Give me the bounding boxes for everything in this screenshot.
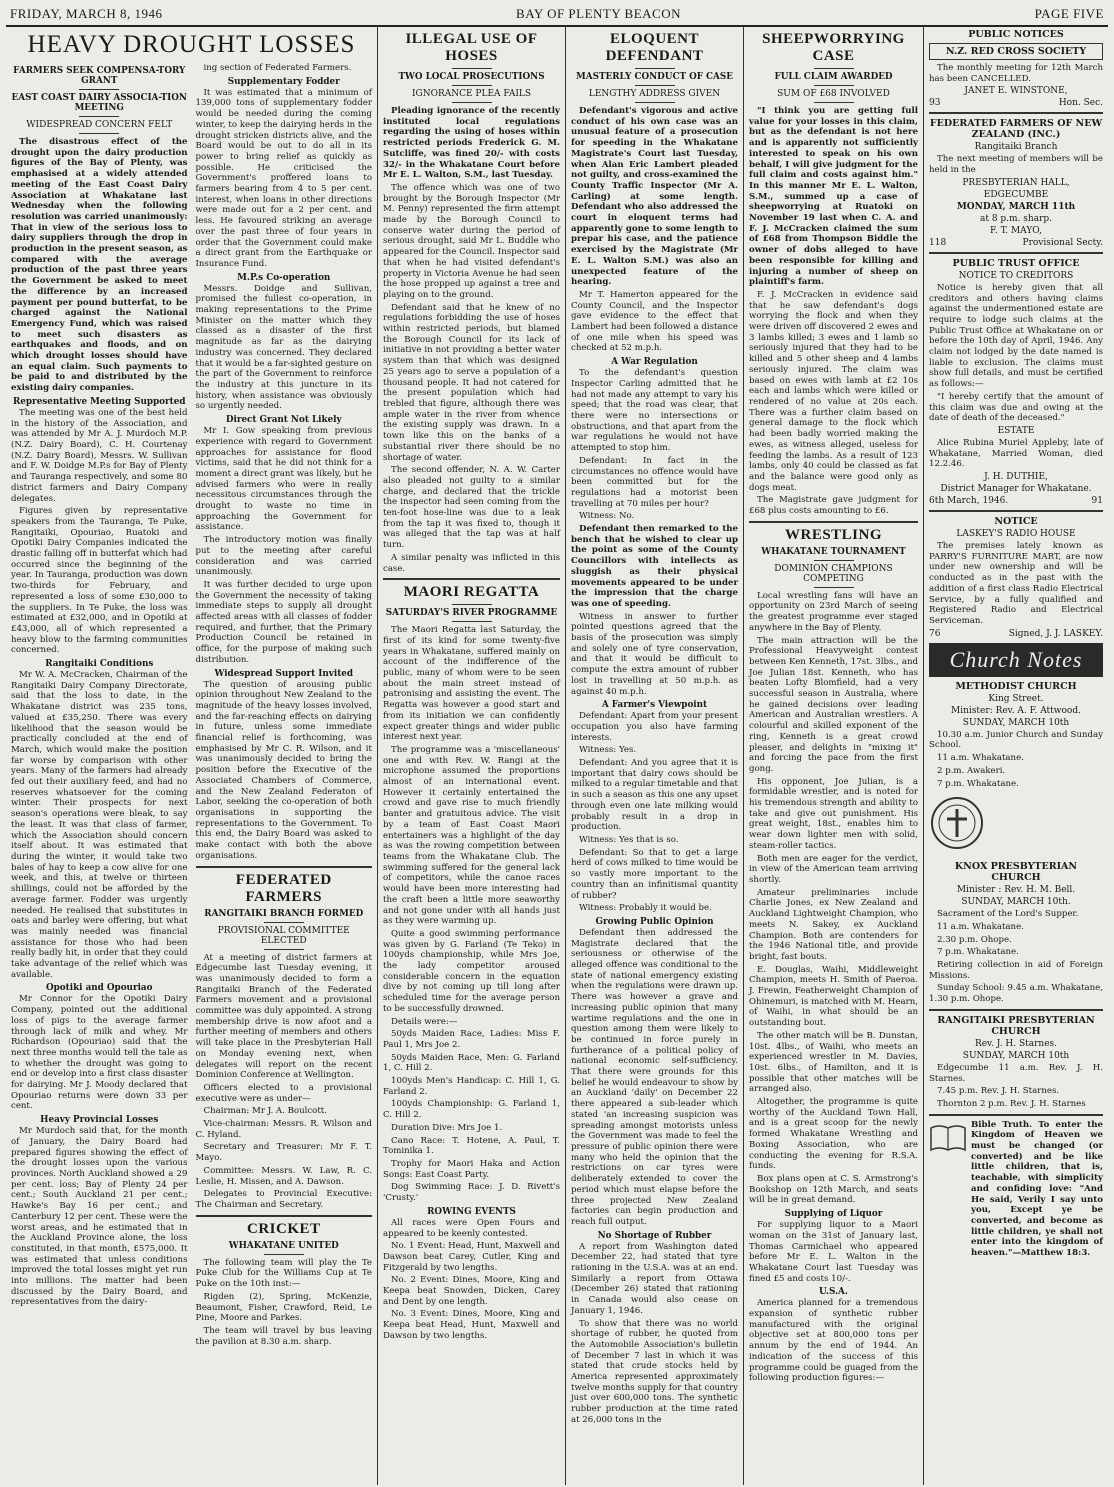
paragraph: Delegates to Provincial Executive: The Chairman and Secretary. (195, 1189, 372, 1210)
paragraph: The offence which was one of two brought by the Borough Inspector (Mr M. Penny) represented the firm attempt made by the Borough Council to conserve water during the period of serious drought, said Mr L. Buddle who appeared for the Council. Inspector said that when he had visited defendant's property in Victoria Avenue he had seen the hose propped up against a tree and playing on to the ground. (383, 182, 560, 300)
eloquent-deck-2: LENGTHY ADDRESS GIVEN (588, 89, 721, 99)
paragraph: Committee: Messrs. W. Law, R. C. Leslie, H. Missen, and A. Dawson. (195, 1165, 372, 1187)
paragraph: E. Douglas, Waihi, Middleweight Champion, meets H. Smith of Paeroa. J. Frewin, Featherweight Champion of Ohinemuri, is matched with M. Hearn, of Waihi, in what should be an outstanding bout. (749, 964, 918, 1029)
list-item: Sacrament of the Lord's Supper. (937, 909, 1079, 920)
paragraph: Defendant: In fact in the circumstances no offence would have been committed but for the regulations had a motorist been travelling at 70 miles per hour? (571, 455, 738, 509)
hoses-deck-2: IGNORANCE PLEA FAILS (411, 89, 532, 99)
paragraph: The meeting was one of the best held in the history of the Association, and was attended by Mr A. J. Murdoch M.P. (N.Z. Dairy Board), C. H. Courtenay (N.Z. Dairy Board), Messrs. W. Sullivan and F. W. Doidge M.P.s for Bay of Plenty and Tauranga respectively, and some 80 district farmers and Dairy Company delegates. (11, 407, 188, 504)
paragraph: Mr I. Gow speaking from previous experience with regard to Government approaches for assistance for flood victims, said that he did not think for a moment a direct grant was likely, but he advised farmers who were in really necessitous circumstances through the drought to waste no time in approaching the Government for assistance. (195, 426, 372, 533)
paragraph: The programme was a 'miscellaneous' one and with Rev. W. Rangi at the microphone assumed the proportions almost of an international event. However it certainly entertained the crowd and gave rise to much friendly banter and gratuitous advice. The visit by a team of East Coast Maori entertainers was a highlight of the day as was the rowing competition between teams from the Whakatane Club. The swimming suffered for the general lack of competitors, while the canoe races would have been more interesting had the craft been a little more seaworthy and not gone under with all hands just as they were warming up. (383, 744, 560, 927)
pt-signature: J. H. DUTHIE, (984, 472, 1048, 483)
pt-role: District Manager for Whakatane. (940, 484, 1092, 495)
wrestling-headline: WRESTLING (784, 526, 883, 543)
paragraph: Defendant then addressed the Magistrate declared that the seriousness or otherwise of the alleged offence was conditional to the state of national emergency existing when the regulations were drawn up. There was however a grave and increasing public opinion that many wartime regulations and the one in question among them were likely to be continued in force purely in furtherance of a political policy of national economic self-sufficiency. That there were grounds for this belief he would endeavour to show by an Auckland 'daily' on December 22 there appeared a sub-leader which stated 'an increasing suspicion was spreading amongst motorists unless the Government was made to feel the pressure of public opinion there were many who held the opinion that the restrictions on car tyres were deliberately extended to cover the period which must elapse before the three projected New Zealand factories can begin production and reach full output. (571, 927, 738, 1227)
paragraph: Pleading ignorance of the recently instituted local regulations regarding the using of hoses within restricted periods Frederick G. M. Sutcliffe, was fined 20/- with costs 32/- in the Whakatane Court before Mr E. L. Walton, S.M., last Tuesday. (383, 106, 560, 181)
subheading: No Shortage of Rubber (597, 1230, 712, 1241)
list-item: 2 p.m. Awakeri. (937, 765, 1006, 776)
paragraph: To show that there was no world shortage of rubber, he quoted from the Automobile Association's bulletin of December 7 last in which it was stated that crude stocks held by America represented approximately twelve months supply for that country just over 600,000 tons. The synthetic rubber production at the time rated at 26,000 tons in the (571, 1318, 738, 1425)
methodist-title: METHODIST CHURCH (955, 680, 1077, 692)
paragraph: Defendant: So that to get a large herd of cows milked to time would be so vastly more important to the country than an infinitismal quantity of rubber? (571, 847, 738, 901)
paragraph: Defendant said that he knew of no regulations forbidding the use of hoses within restricted periods, but blamed the Borough Council for its lack of initiative in not providing a better water system than that which was designed 25 years ago to serve a population of a thousand people. It had not catered for the present population which had trebled that figure, although there was ample water in the river from whence the existing supply was drawn. In a town like this on the banks of a substantial river there should be no shortage of water. (383, 302, 560, 463)
paragraph: Box plans open at C. S. Armstrong's Bookshop on 12th March, and seats will be in great demand. (749, 1173, 918, 1206)
paragraph: America planned for a tremendous expansion of synthetic rubber manufactured with the original objective set at 800,000 tons per annum by the end of 1944. An indication of the success of this programme could be guaged from the following production figures:— (749, 1298, 918, 1384)
paragraph: 50yds Maiden Race, Men: G. Farland 1, C. Hill 2. (383, 1052, 560, 1074)
methodist-items (929, 730, 1103, 790)
regatta-headline: MAORI REGATTA (403, 584, 540, 601)
rangi-minister: Rev. J. H. Starnes. (974, 1038, 1058, 1049)
list-item: 11 a.m. Whakatane. (937, 921, 1024, 932)
federated-deck-1: RANGITAIKI BRANCH FORMED (204, 908, 364, 919)
open-bible-icon (929, 1120, 967, 1154)
paragraph: The introductory motion was finally put to the meeting after careful consideration and was carried unanimously. (195, 535, 372, 578)
list-item: Edgecumbe 11 a.m. Rev. J. H. Starnes. (929, 1062, 1103, 1084)
column-4 (744, 27, 924, 1485)
hoses-article (383, 31, 560, 574)
public-notices-header: PUBLIC NOTICES (968, 29, 1064, 40)
paragraph: The question of arousing public opinion throughout New Zealand to the magnitude of the heavy losses involved, and the far-reaching effects on dairying in future, unless some immediate financial relief is forthcoming, was emphasised by Mr C. R. Wilson, and it was unanimously decided to bring the position before the Executive of the Associated Chambers of Commerce, and the New Zealand Federaton of Labor, seeking the co-operation of both organisations in supporting the representations to the Government. To this end, the Dairy Board was asked to make contact with both the above organisations. (195, 679, 372, 861)
methodist-minister: Minister: Rev. A. F. Attwood. (951, 705, 1081, 716)
church-emblem-icon (929, 795, 985, 851)
notice-title: NOTICE (994, 516, 1038, 528)
subheading: U.S.A. (819, 1287, 848, 1298)
redcross-notice (929, 43, 1103, 60)
paragraph: The main attraction will be the Professional Heavyweight contest between Ken Kenneth, 17st. 3lbs., and Joe Julian 18st. Kenneth, who has beaten Lofty Blomfield, had a very successful season in Australia, where he gained decisions over leading American and Australian wrestlers. A colourful and skilled exponent of the ring, Kenneth is a great crowd pleaser, and delights in "mixing it" and forcing the pace from the first gong. (749, 635, 918, 774)
paragraph: No. 3 Event: Dines, Moore, King and Keepa beat Head, Hunt, Maxwell and Dawson by two lengths. (383, 1309, 560, 1341)
subheading: M.P.s Co-operation (237, 272, 331, 283)
drought-article (6, 27, 378, 1485)
subheading: Growing Public Opinion (595, 916, 714, 927)
paragraph: Messrs. Doidge and Sullivan, promised the fullest co-operation, in making representations to the Prime Minister on the matter which they classed as a disaster of the first magnitude as far as the dairying industry was concerned. They declared that it would be a far-sighted gesture on the part of the Government to reinforce the industry at this juncture in its history, when assistance was obviously so urgently needed. (195, 283, 372, 412)
cricket-deck: WHAKATANE UNITED (228, 1240, 339, 1251)
paragraph: Witness: Probably it would be. (579, 903, 712, 914)
paragraph: No. 1 Event: Head, Hunt, Maxwell and Dawson beat Carey, Cutler, King and Fitzgerald by two lengths. (383, 1241, 560, 1273)
pt-title: PUBLIC TRUST OFFICE (952, 257, 1080, 269)
redcross-title: N.Z. RED CROSS SOCIETY (945, 46, 1087, 57)
eloquent-deck-1: MASTERLY CONDUCT OF CASE (576, 72, 733, 82)
paragraph: Details were:— (391, 1016, 458, 1027)
list-item: Sunday School: 9.45 a.m. Whakatane, 1.30 p.m. Ohope. (929, 983, 1103, 1005)
paragraph: The other match will be B. Dunstan, 10st. 4lbs., of Waihi, who meets an experienced wrestler in M. Davies, 10st. 6lbs., of Hamilton, and it is possible that other matches will be arranged also. (749, 1030, 918, 1095)
paragraph: To the defendant's question Inspector Carling admitted that he had not made any attempt to vary his speed; that the road was clear, that there were no intersections or obstructions, and that apart from the war regulations he would not have attempted to stop him. (571, 368, 738, 454)
paragraph: Witness: Yes. (579, 745, 637, 756)
redcross-signature: JANET E. WINSTONE, (964, 86, 1068, 97)
ff-role: Provisional Secty. (1022, 237, 1103, 248)
paragraph: Both men are eager for the verdict, in view of the American team arriving shortly. (749, 853, 918, 885)
laskey-number: 76 (929, 628, 941, 639)
paragraph: Witness in answer to further pointed questions agreed that the basis of the prosecution was simply and solely one of tyre conservation, and that it would be difficult to compute the extra amount of rubber lost in travelling at 50 m.p.h. as against 40 m.p.h. (571, 611, 738, 697)
issue-date: FRIDAY, MARCH 8, 1946 (10, 6, 163, 21)
subheading: A War Regulation (611, 357, 698, 368)
ff-venue-2: EDGECUMBE (983, 189, 1049, 200)
paragraph: Figures given by representative speakers from the Tauranga, Te Puke, Rangitaiki, Opouriao, Ruatoki and Opotiki Dairy Companies indicated the drastic falling off in butterfat which had occurred since the beginning of the year. In Tauranga, production was down two-thirds for February, and represented a loss of some £30,000 to the suppliers. In Te Puke, the loss was estimated at £32,000, and in Opotiki at £43,000, all of which represented a heavy blow to the farming communities concerned. (11, 506, 188, 656)
paragraph: F. J. McCracken in evidence said that he saw defendant's dogs worrying the flock and when they were driven off discovered 2 ewes and 3 lambs killed; 3 ewes and 1 lamb so seriously injured that they had to be killed and 5 other sheep and 4 lambs seriously injured. The claim was based on ewes with lamb at £2 10s each and lambs which were killed or rendered of no value at 20s each. There was a further claim based on general damage to the flock which had been badly worried making the ewes, as witness alleged, useless for feeding the lambs. As a result of 123 lambs, only 40 could be classed as fat and the balance were good only as dogs meat. (749, 289, 918, 493)
subheading: Heavy Provincial Losses (40, 1115, 159, 1126)
ff-text: The next meeting of members will be held in the (929, 154, 1103, 176)
paragraph: The following team will play the Te Puke Club for the Williams Cup at Te Puke on the 10th inst:— (195, 1257, 372, 1290)
list-item: 2.30 p.m. Ohope. (937, 934, 1012, 945)
pt-text-1: Notice is hereby given that all creditors and others having claims against the undermentioned estate are require to lodge such claims at the Public Trust Office at Whakatane on or before the 10th day of April, 1946. Any claim not lodged by the date named is liable to exclusion. The claims must show full details, and must be certified as follows:— (929, 282, 1103, 390)
sheep-headline: SHEEPWORRYING CASE (762, 31, 905, 64)
paragraph: All races were Open Fours and appeared to be keenly contested. (383, 1217, 560, 1239)
regatta-article (383, 584, 560, 1341)
eloquent-body (571, 106, 738, 1426)
drought-body-left (11, 137, 188, 1308)
drought-deck-2: EAST COAST DAIRY ASSOCIA-TION MEETING (11, 93, 187, 113)
paragraph: Altogether, the programme is quite worthy of the Auckland Town Hall, and is a great scoop for the newly formed Whakatane Wrestling and Boxing Association, who are conducting the evening for R.S.A. funds. (749, 1097, 918, 1172)
drought-deck-1: FARMERS SEEK COMPENSA-TORY GRANT (13, 66, 186, 86)
paragraph: Officers elected to a provisional executive were as under— (195, 1082, 372, 1104)
paragraph: The Maori Regatta last Saturday, the first of its kind for some twenty-five years in Whakatane, suffered mainly on account of the indifference of the public, many of whom were to be seen about the main street instead of patronising and assisting the event. The Regatta was however a good start and from its initiation we can confidently expect greater things and wider public interest next year. (383, 625, 560, 743)
laskey-title: LASKEY'S RADIO HOUSE (956, 529, 1076, 540)
list-item: 7 p.m. Whakatane. (937, 947, 1019, 958)
ff-title: FEDERATED FARMERS OF NEW ZEALAND (INC.) (929, 118, 1103, 141)
subheading: Opotiki and Opouriao (45, 983, 153, 994)
subheading: Rangitaiki Conditions (45, 659, 154, 670)
subheading: Direct Grant Not Likely (225, 415, 342, 426)
methodist-street: King Street. (988, 693, 1044, 704)
federated-article (196, 872, 373, 1211)
cricket-body (196, 1258, 373, 1348)
list-item: 7 p.m. Whakatane. (937, 778, 1019, 789)
pt-estate-text: Alice Rubina Muriel Appleby, late of Whakatane, Married Woman, died 12.2.46. (929, 437, 1103, 470)
paragraph: At a meeting of district farmers at Edgecumbe last Tuesday evening, it was unanimously decided to form a Rangitaiki Branch of the Federated Farmers movement and a provisional committee was duly appointed. A strong membership drive is now afoot and a further meeting of members and others will take place in the Presbyterian Hall on Monday evening next, when delegates will report on the recent Dominion Conference at Wellington. (195, 952, 372, 1081)
paragraph: Vice-chairman: Messrs. R. Wilson and C. Hyland. (195, 1119, 372, 1140)
wrestling-article (749, 527, 918, 1384)
redcross-number: 93 (929, 98, 941, 109)
paragraph: The second offender, N. A. W. Carter also pleaded not guilty to a similar charge, and declared that the trickle the inspector had seen coming from the ten-foot hose-line was due to a leak from the tap it was fixed to, though it was alleged that the tap was at half turn. (383, 465, 560, 551)
cricket-headline: CRICKET (246, 1220, 321, 1237)
regatta-deck: SATURDAY'S RIVER PROGRAMME (385, 608, 558, 619)
ff-date: MONDAY, MARCH 11th (956, 201, 1076, 212)
wrestling-body (749, 591, 918, 1384)
paragraph: Cano Race: T. Hotene, A. Paul, T. Tominika 1. (383, 1135, 560, 1157)
paragraph: Amateur preliminaries include Charlie Jones, ex New Zealand and Auckland Lightweight Champion, who meets N. Sakey, ex Auckland Champion. Both are contenders for the 1946 National title, and provide bright, fast bouts. (749, 887, 918, 962)
page-number: PAGE FIVE (1034, 6, 1104, 21)
redcross-text: The monthly meeting for 12th March has been CANCELLED. (929, 63, 1103, 84)
paragraph: Mr T. Hamerton appeared for the County Council, and the Inspector gave evidence to the effect that Lambert had been followed a distance of one mile when his speed was checked at 52 m.p.h. (571, 289, 738, 354)
paragraph: Defendant: And you agree that it is important that dairy cows should be milked to a regular timetable and that in such a season as this one any upset through even one late milking would probably result in a drop in production. (571, 758, 738, 833)
laskey-text: The premises lately known as PARRY'S FURNITURE MART, are now under new ownership and will be conducted as in the past with the addition of a first class Radio Electrical Service, by a fully qualified and Registered Radio and Electrical Serviceman. (929, 541, 1103, 626)
list-item: 10.30 a.m. Junior Church and Sunday School. (929, 729, 1103, 751)
paragraph: Mr W. A. McCracken, Chairman of the Rangitaiki Dairy Company Directorate, said that the loss to date, in the Whakatane district was 235 tons, valued at £35,250. There was every likelihood that the season would be practically concluded at the end of March, which would make the position far worse by comparison with other years. Many of the farmers had already fed out their auxiliary feed, and had no reserves whatsoever for the coming winter. Their prospects for next season's operations were bleak, to say the least. It was that class of farmer, which the Association should concern itself about. It was estimated that during the winter, it would take two bales of hay to keep a cow alive for one week, and this, at twelve or thirteen shillings, could not be afforded by the average farmer. Fodder was urgently needed. He realised that substitutes in oats and barley were offering, but what was mainly needed was financial assistance for those who had been really badly hit, in order that they could take advantage of the relief which was available. (11, 670, 188, 980)
federated-headline: FEDERATED FARMERS (235, 871, 332, 905)
paragraph: It was estimated that a minimum of 139,000 tons of supplementary fodder would be needed during the coming winter, to keep the dairying herds in the drought stricken districts alive, and the Board would be out to do all in its power to bring relief as quickly as possible. He criticised the Government's proffered loans to farmers bearing from 4 to 5 per cent. interest, when loans in other directions were made out for a 2 per cent. and less. He favoured striking an average over the past three of four years in order that the Government could make a direct grant from the Earthquake or Insurance Fund. (195, 87, 372, 269)
subheading: ROWING EVENTS (427, 1206, 516, 1217)
paragraph: Secretary and Treasurer: Mr F. T. Mayo. (195, 1142, 372, 1164)
federated-body (196, 953, 373, 1211)
sheep-deck-2: SUM OF £68 INVOLVED (777, 89, 890, 99)
paragraph: 100yds Men's Handicap: C. Hill 1, G. Farland 2. (383, 1076, 560, 1097)
list-item: 7.45 p.m. Rev. J. H. Starnes. (937, 1086, 1060, 1097)
wrestling-deck-1: WHAKATANE TOURNAMENT (761, 546, 906, 557)
paragraph: The Magistrate gave judgment for £68 plus costs amounting to £6. (749, 495, 918, 517)
column-2 (378, 27, 566, 1485)
paragraph: Duration Dive: Mrs Joe 1. (391, 1122, 503, 1133)
subheading: A Farmer's Viewpoint (601, 700, 708, 711)
paragraph: It was further decided to urge upon the Government the necessity of taking immediate steps to supply all drought affected areas with all classes of fodder required, and further, that the Primary Production Council be retained in office, for the purpose of making such distribution. (195, 579, 372, 665)
regatta-body (383, 625, 560, 1341)
list-item: 11 a.m. Whakatane. (937, 753, 1024, 764)
ff-venue-1: PRESBYTERIAN HALL, (962, 177, 1070, 188)
paragraph: Witness: Yes that is so. (579, 835, 679, 845)
list-item: Thornton 2 p.m. Rev. J. H. Starnes (937, 1098, 1086, 1109)
pt-estate: ESTATE (997, 425, 1035, 436)
ff-number: 118 (929, 237, 947, 248)
hoses-deck-1: TWO LOCAL PROSECUTIONS (398, 72, 545, 82)
paragraph: Trophy for Maori Haka and Action Songs: East Coast Party. (383, 1158, 560, 1180)
sheep-deck-1: FULL CLAIM AWARDED (774, 72, 893, 82)
paragraph: Rigden (2), Spring, McKenzie, Beaumont, Fisher, Crawford, Reid, Le Pine, Moore and Parkes. (195, 1291, 372, 1324)
paragraph: Quite a good swimming performance was given by G. Farland (Te Teko) in 100yds championship, while Mrs Joe, the lady competitor aroused considerable concern in the equation dive by not coming up till long after scheduled time for the average person to be successfully drowned. (383, 928, 560, 1014)
paragraph: Defendant's vigorous and active conduct of his own case was an unusual feature of a prosecution for speeding in the Whakatane Magistrate's Court last Tuesday, when Alan Eric Lambert pleaded not guilty, and cross-examined the County Traffic Inspector (Mr A. Carling) at some length. Defendant who also addressed the court in eloquent terms had apparently gone to some length to prepar his case, and the patience exercised by the Magistrate (Mr E. L. Walton S.M.) was also an unexpected feature of the hearing. (571, 106, 738, 288)
paragraph: Mr Connor for the Opotiki Dairy Company, pointed out the additional loss of pigs to the average farmer through lack of milk and whey. Mr Richardson (Opouriao) said that the next three months would tell the tale as to whether the drought was going to end or develop into a first class disaster for dairying. Mr J. Moody declared that Opouriao returns were down 33 per cent. (11, 994, 188, 1112)
paragraph: Dog Swimming Race: J. D. Rivett's 'Crusty.' (383, 1182, 560, 1204)
subheading: Supplementary Fodder (227, 76, 340, 87)
subheading: Widespread Support Invited (214, 668, 354, 679)
rangi-items (929, 1063, 1103, 1110)
pt-text-2: "I hereby certify that the amount of this claim was due and owing at the date of death of the deceased." (929, 391, 1103, 424)
knox-items (929, 909, 1103, 1005)
masthead (6, 6, 1108, 27)
drought-headline: HEAVY DROUGHT LOSSES (27, 31, 356, 58)
paragraph: Defendant then remarked to the bench that he wished to clear up the point as some of the County Councillors with intellects as sluggish as their physical movements appeared to be under the impression that the charge was one of speeding. (571, 524, 738, 609)
paragraph: Defendant: Apart from your present occupation you also have farming interests. (571, 711, 738, 743)
cricket-article (196, 1221, 373, 1348)
knox-date: SUNDAY, MARCH 10th. (961, 897, 1071, 908)
paragraph: "I think you are getting full value for your losses in this claim, but as the defendant is not here and is apparently not sufficiently interested to speak on his own behalf, I will give judgment for the full claim and costs against him." In this manner Mr E. L. Walton, S.M., summed up a case of sheepworrying at Ruatoki on November 19 last when C. A. and F. J. McCracken claimed the sum of £68 from Thompson Biddle the owner of dobs alleged to have been responsible for killing and injuring a number of sheep on plaintiff's farm. (749, 106, 918, 288)
bible-truth (929, 1120, 1103, 1261)
paragraph: The team will travel by bus leaving the pavilion at 8.30 a.m. sharp. (195, 1325, 372, 1347)
redcross-role: Hon. Sec. (1058, 98, 1103, 109)
paragraph: Witness: No. (579, 511, 635, 522)
paragraph: A similar penalty was inflicted in this case. (383, 552, 560, 574)
rangi-title: RANGITAIKI PRESBYTERIAN CHURCH (937, 1014, 1095, 1037)
paragraph: Local wrestling fans will have an opportunity on 23rd March of seeing the greatest programme ever staged anywhere in the Bay of Plenty. (749, 590, 918, 633)
bible-text: Bible Truth. To enter the Kingdom of Heaven we must be changed (or converted) and be like little children, that is, teachable, with simplicity and confiding love: "And He said, Verily I say unto you, Except ye be converted, and become as little children, ye shall not enter into the kingdom of heaven."—Matthew 18:3. (971, 1119, 1103, 1259)
paragraph: Chairman: Mr J. A. Boulcott. (203, 1106, 327, 1117)
federated-deck-2: PROVISIONAL COMMITTEE ELECTED (217, 925, 350, 946)
ff-branch: Rangitaiki Branch (974, 142, 1058, 153)
hoses-body (383, 106, 560, 574)
sheep-article (749, 31, 918, 517)
laskey-signature: Signed, J. J. LASKEY. (1008, 628, 1103, 639)
methodist-date: SUNDAY, MARCH 10th (962, 717, 1070, 728)
ff-time: at 8 p.m. sharp. (979, 213, 1052, 224)
eloquent-headline: ELOQUENT DEFENDANT (605, 31, 704, 64)
sheep-body (749, 106, 918, 517)
paragraph: 50yds Maiden Race, Ladies: Miss F. Paul 1, Mrs Joe 2. (383, 1029, 560, 1050)
paragraph: Mr Murdoch said that, for the month of January, the Dairy Board had prepared figures showing the effect of the drought losses upon the various provinces. North Auckland showed a 29 per cent. loss; Bay of Plenty 24 per cent.; South Auckland 21 per cent.; Hawke's Bay 16 per cent.; and Canterbury 12 per cent. These were the worst areas, and he estimated that in the Auckland Province alone, the loss constituted, in that month, £575,000. It was estimated that unless conditions improved the total losses might yet run into millions. The matter had been discussed by the Dairy Board, and representatives from the dairy- (11, 1126, 188, 1308)
paragraph: No. 2 Event: Dines, Moore, King and Keepa beat Snowden, Dicken, Carey and Dent by one length. (383, 1275, 560, 1307)
knox-title: KNOX PRESBYTERIAN CHURCH (954, 861, 1078, 884)
paragraph: For supplying liquor to a Maori woman on the 31st of January last, Thomas Carmichael who appeared before Mr E. L. Walton in the Whakatane Court last Tuesday was fined £5 and costs 10/-. (749, 1220, 918, 1284)
paragraph: ing section of Federated Farmers. (203, 63, 352, 73)
eloquent-article (566, 27, 744, 1485)
drought-deck-3: WIDESPREAD CONCERN FELT (26, 120, 173, 130)
wrestling-deck-2: DOMINION CHAMPIONS COMPETING (774, 563, 893, 584)
subheading: Representative Meeting Supported (13, 396, 186, 407)
hoses-headline: ILLEGAL USE OF HOSES (405, 31, 538, 64)
rangi-date: SUNDAY, MARCH 10th (962, 1050, 1070, 1061)
paragraph: The disastrous effect of the drought upon the dairy production figures of the Bay of Plenty, was emphasised at a widely attended meeting of the East Coast Dairy Association at Whakatane last Wednesday when the following resolution was carried unanimously: That in view of the serious loss to dairy suppliers through the drop in production in the present season, as compared with the average production of the past three years the Government be asked to meet the difference by an increased payment per pound butterfat, to be charged against the National Emergency Fund, which was raised to meet such disasters as earthquakes and floods, and on which drought losses should have an equal claim. Such payments to be paid to and distributed by the existing dairy companies. (11, 137, 188, 394)
drought-body-right (196, 63, 373, 862)
pt-date: 6th March, 1946. (929, 496, 1009, 507)
knox-minister: Minister : Rev. H. M. Bell. (956, 885, 1076, 896)
list-item: Retiring collection in aid of Foreign Missions. (929, 960, 1103, 981)
notices-column (924, 27, 1108, 1485)
subheading: Supplying of Liquor (784, 1209, 883, 1220)
pt-subtitle: NOTICE TO CREDITORS (958, 270, 1074, 281)
church-notes-banner: Church Notes (929, 643, 1103, 677)
paragraph: 100yds Championship: G. Farland 1, C. Hill 2. (383, 1099, 560, 1121)
paper-name: BAY OF PLENTY BEACON (516, 6, 681, 21)
pt-number: 91 (1091, 496, 1103, 507)
paragraph: A report from Washington dated December 22, had stated that tyre rationing in the U.S.A. was at an end. Similarly a report from Ottawa (December 26) stated that rationing in Canada would also cease on January 1, 1946. (571, 1241, 738, 1316)
ff-signature: F. T. MAYO, (990, 225, 1042, 236)
paragraph: His opponent, Joe Julian, is a formidable wrestler, and is noted for his tremendous strength and ability to take and give out punishment. His great weight, 18st., enables him to wear down lighter men with solid, steam-roller tactics. (749, 776, 918, 851)
